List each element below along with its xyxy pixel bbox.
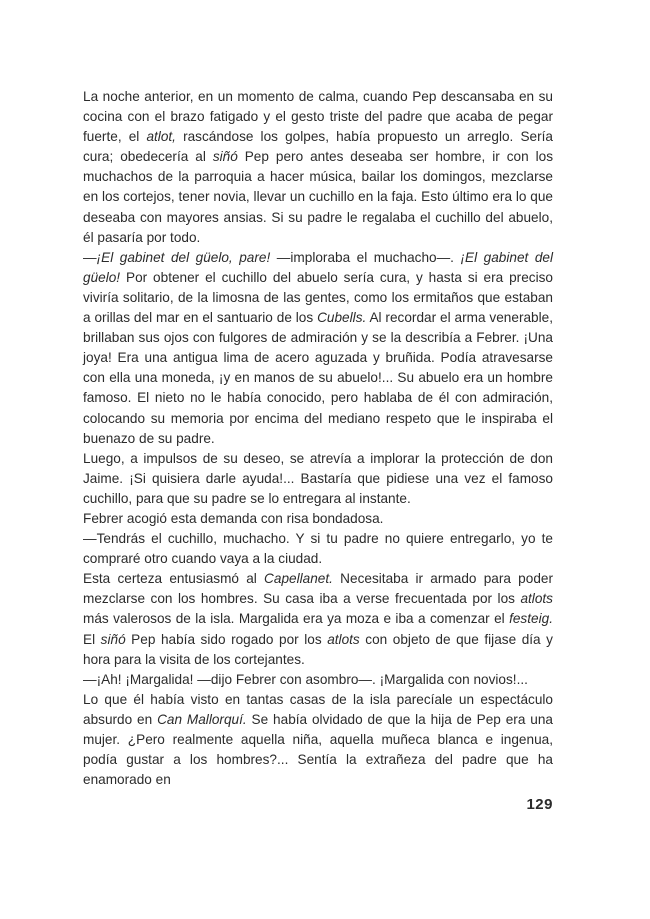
italic-text: ¡El gabinet del güelo, pare! [96,249,271,265]
italic-text: Capellanet. [264,571,333,587]
paragraph [83,670,553,690]
text-run: Febrer acogió esta demanda con risa bondadosa. [83,510,384,526]
text-run: —imploraba el muchacho—. [270,249,461,265]
text-run: rascándose los golpes, había propuesto un arreglo. Sería cura; obedecería al [83,129,553,165]
text-run: Luego, a impulsos de su deseo, se atrevía a implorar la protección de don Jaime. ¡Si quisiera darle ayuda!... Bastaría que pidiese una vez el famoso cuchillo, para que su padre se lo entregara al instante. [83,450,553,506]
paragraph [83,449,553,509]
italic-text: festeig. [509,611,553,627]
text-run: Lo que él había visto en tantas casas de la isla parecíale un espectáculo absurdo en [83,691,553,727]
italic-text: siñó [100,631,126,647]
text-run: Al recordar el arma venerable, brillaban sus ojos con fulgores de admiración y se la describía a Febrer. ¡Una joya! Era una antigua lima de acero aguzada y bruñida. Podía atravesarse con ella una moneda, ¡y en manos de su abuelo!... Su abuelo era un hombre famoso. El nieto no le había conocido, pero hablaba de él con admiración, colocando su memoria por encima del mediano respeto que le inspiraba el buenazo de su padre. [83,310,554,446]
italic-text: atlot, [146,129,176,145]
italic-text: ¡El gabinet del güelo! [83,249,553,285]
paragraph [83,87,553,248]
italic-text: Cubells. [317,310,367,326]
text-run: —Tendrás el cuchillo, muchacho. Y si tu padre no quiere entregarlo, yo te compraré otro cuando vaya a la ciudad. [83,531,553,567]
text-run: Por obtener el cuchillo del abuelo sería cura, y hasta si era preciso viviría solitario, de la limosna de las gentes, como los ermitaños que estaban a orillas del mar en el santuario de los [83,269,553,326]
italic-text: atlots [327,631,360,647]
text-run: Se había olvidado de que la hija de Pep era una mujer. ¿Pero realmente aquella niña, aquella muñeca blanca e ingenua, podía gustar a los hombres?... Sentía la extrañeza del padre que ha enamorado en [83,711,553,788]
text-run: con objeto de que fijase día y hora para la visita de los cortejantes. [83,631,553,667]
text-run: Necesitaba ir armado para poder mezclarse con los hombres. Su casa iba a verse frecuentada por los [83,571,553,607]
paragraph [83,529,553,569]
page-number: 129 [526,796,553,813]
italic-text: siñó [212,149,238,165]
paragraph [83,569,553,669]
italic-text: atlots [520,591,553,607]
paragraph [83,248,553,449]
text-run: Esta certeza entusiasmó al [83,571,265,587]
text-run: — [83,249,97,265]
text-run: El [83,631,101,647]
paragraph [83,690,553,790]
text-run: Pep pero antes deseaba ser hombre, ir con los muchachos de la parroquia a hacer música, bailar los domingos, mezclarse en los cortejos, tener novia, llevar un cuchillo en la faja. Esto último era lo que deseaba con mayores ansias. Si su padre le regalaba el cuchillo del abuelo, él pasaría por todo. [83,149,553,245]
text-run: Pep había sido rogado por los [125,631,328,647]
text-run: más valerosos de la isla. Margalida era ya moza e iba a comenzar el [83,611,510,627]
italic-text: Can Mallorquí. [157,711,247,727]
paragraph [83,509,553,529]
text-run: La noche anterior, en un momento de calma, cuando Pep descansaba en su cocina con el brazo fatigado y el gesto triste del padre que acaba de pegar fuerte, el [83,89,553,145]
text-run: —¡Ah! ¡Margalida! —dijo Febrer con asombro—. ¡Margalida con novios!... [83,671,528,687]
page-body-text [83,87,553,790]
